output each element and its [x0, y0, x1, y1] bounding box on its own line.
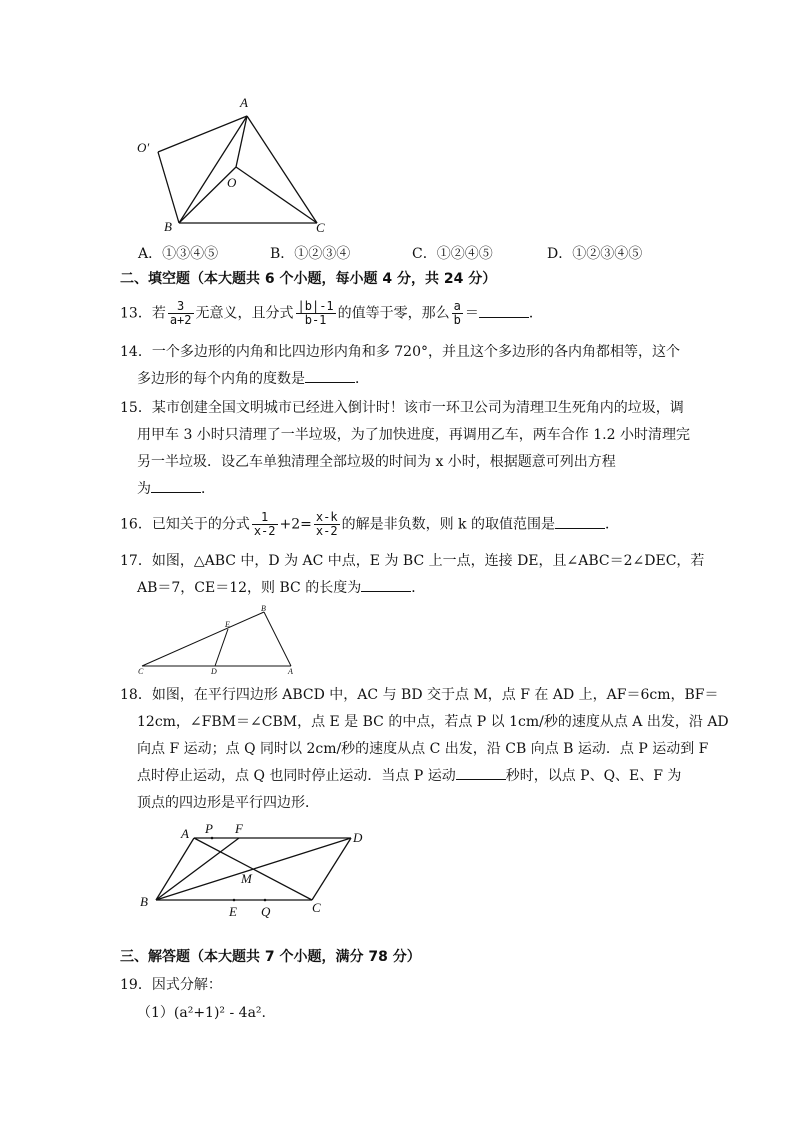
fig18-segment-d-c — [312, 838, 351, 900]
q12-option-a: A．①③④⑤ — [138, 246, 219, 262]
fig12-label-o: O — [227, 175, 237, 190]
q13-fraction-1: $\frac{3}{a+2}$ — [169, 299, 192, 327]
fig17-label-b: B — [261, 604, 266, 613]
q13-answer-blank — [479, 317, 529, 318]
q12-option-c: C．①②④⑤ — [412, 246, 493, 262]
fig12-label-oprime: O′ — [137, 140, 150, 155]
fig18-label-f: F — [235, 821, 243, 836]
fig12-segment-a-b — [179, 116, 247, 223]
q17-figure — [135, 603, 305, 675]
fig17-label-c: C — [138, 667, 144, 675]
fig18-label-d: D — [353, 830, 363, 845]
fig17-label-a: A — [288, 667, 293, 675]
q12-option-b: B．①②③④ — [270, 246, 351, 262]
question-13: 13．若 $\frac{3}{a+2}$ 无意义，且分式 $\frac{|b|-1}{b-1}$ 的值等于零，那么 $\frac{a}{b}$ ＝ ． — [120, 299, 543, 327]
section3-heading: 三、解答题（本大题共 7 个小题，满分 78 分） — [120, 949, 421, 965]
q13-fraction-2: $\frac{|b|-1}{b-1}$ — [297, 299, 334, 327]
fig18-label-c: C — [312, 900, 321, 915]
question-18-line-5: 顶点的四边形是平行四边形． — [137, 795, 319, 811]
question-18-line-2: 12cm，∠FBM＝∠CBM，点 E 是 BC 的中点，若点 P 以 1cm/秒的速度从点 A 出发，沿 AD — [137, 714, 729, 730]
question-17-line-1: 17．如图，△ABC 中，D 为 AC 中点，E 为 BC 上一点，连接 DE，且∠ABC＝2∠DEC，若 — [120, 553, 705, 569]
fig18-label-p: P — [205, 821, 213, 836]
fig17-label-e: E — [225, 620, 230, 629]
fig18-point-q — [264, 899, 267, 902]
fig18-label-b: B — [140, 894, 148, 909]
fig12-segment-o-c — [236, 167, 317, 223]
q13-fraction-3: $\frac{a}{b}$ — [453, 299, 461, 327]
q16-answer-blank — [555, 528, 605, 529]
question-17-line-2: AB＝7，CE＝12，则 BC 的长度为 ． — [137, 580, 426, 596]
fig18-segment-b-d — [156, 838, 351, 900]
fig18-point-e — [233, 899, 236, 902]
question-15-line-3: 另一半垃圾．设乙车单独清理全部垃圾的时间为 x 小时，根据题意可列出方程 — [137, 454, 616, 470]
fig18-label-q: Q — [261, 904, 271, 918]
question-18-line-4: 点时停止运动，点 Q 也同时停止运动．当点 P 运动 秒时，以点 P、Q、E、F 为 — [137, 768, 682, 784]
q18-answer-blank — [456, 779, 506, 780]
fig17-segment-b-a — [264, 612, 291, 666]
fig12-label-c: C — [316, 220, 325, 235]
question-15-line-4: 为 ． — [137, 481, 215, 497]
question-18-line-3: 向点 F 运动；点 Q 同时以 2cm/秒的速度从点 C 出发，沿 CB 向点 B 运动．点 P 运动到 F — [137, 741, 709, 757]
question-15-line-1: 15．某市创建全国文明城市已经进入倒计时！该市一环卫公司为清理卫生死角内的垃圾，调 — [120, 400, 684, 416]
q12-option-d: D．①②③④⑤ — [547, 246, 643, 262]
q14-answer-blank — [305, 382, 355, 383]
section2-heading: 二、填空题（本大题共 6 个小题，每小题 4 分，共 24 分） — [120, 271, 497, 287]
question-18-line-1: 18．如图，在平行四边形 ABCD 中，AC 与 BD 交于点 M，点 F 在 AD 上，AF＝6cm，BF＝ — [120, 687, 719, 703]
q17-answer-blank — [361, 591, 411, 592]
fig18-point-p — [211, 837, 214, 840]
fig12-segment-a-c — [247, 116, 317, 223]
question-19-line-1: 19．因式分解： — [120, 977, 222, 993]
fig17-label-d: D — [211, 667, 217, 675]
q16-fraction-2: $\frac{x-k}{x-2}$ — [315, 510, 338, 538]
fig18-label-m: M — [241, 871, 252, 886]
q18-figure — [135, 818, 370, 918]
fig17-segment-c-b — [142, 612, 264, 666]
fig17-segment-d-e — [215, 629, 228, 666]
fig18-label-e: E — [229, 904, 237, 918]
fig18-segment-b-f — [156, 838, 239, 900]
question-14-line-1: 14．一个多边形的内角和比四边形内角和多 720°，并且这个多边形的各内角都相等，这个 — [120, 344, 680, 360]
fig12-segment-oprime-b — [158, 152, 179, 223]
q12-figure — [130, 92, 340, 237]
q15-answer-blank — [151, 492, 201, 493]
fig18-label-a: A — [181, 826, 189, 841]
fig12-segment-oprime-a — [158, 116, 247, 152]
fig12-label-a: A — [240, 95, 248, 110]
fig12-label-b: B — [164, 219, 172, 234]
question-15-line-2: 用甲车 3 小时只清理了一半垃圾，为了加快进度，再调用乙车，两车合作 1.2 小时清理完 — [137, 427, 690, 443]
question-14-line-2: 多边形的每个内角的度数是 ． — [137, 371, 369, 387]
question-16: 16．已知关于的分式 $\frac{1}{x-2}$ +2= $\frac{x-k}{x-2}$ 的解是非负数，则 k 的取值范围是 ． — [120, 510, 619, 538]
question-19-part-1: （1）(a²+1)² - 4a². — [137, 1005, 266, 1021]
q16-fraction-1: $\frac{1}{x-2}$ — [253, 510, 276, 538]
fig18-segment-a-b — [156, 838, 194, 900]
